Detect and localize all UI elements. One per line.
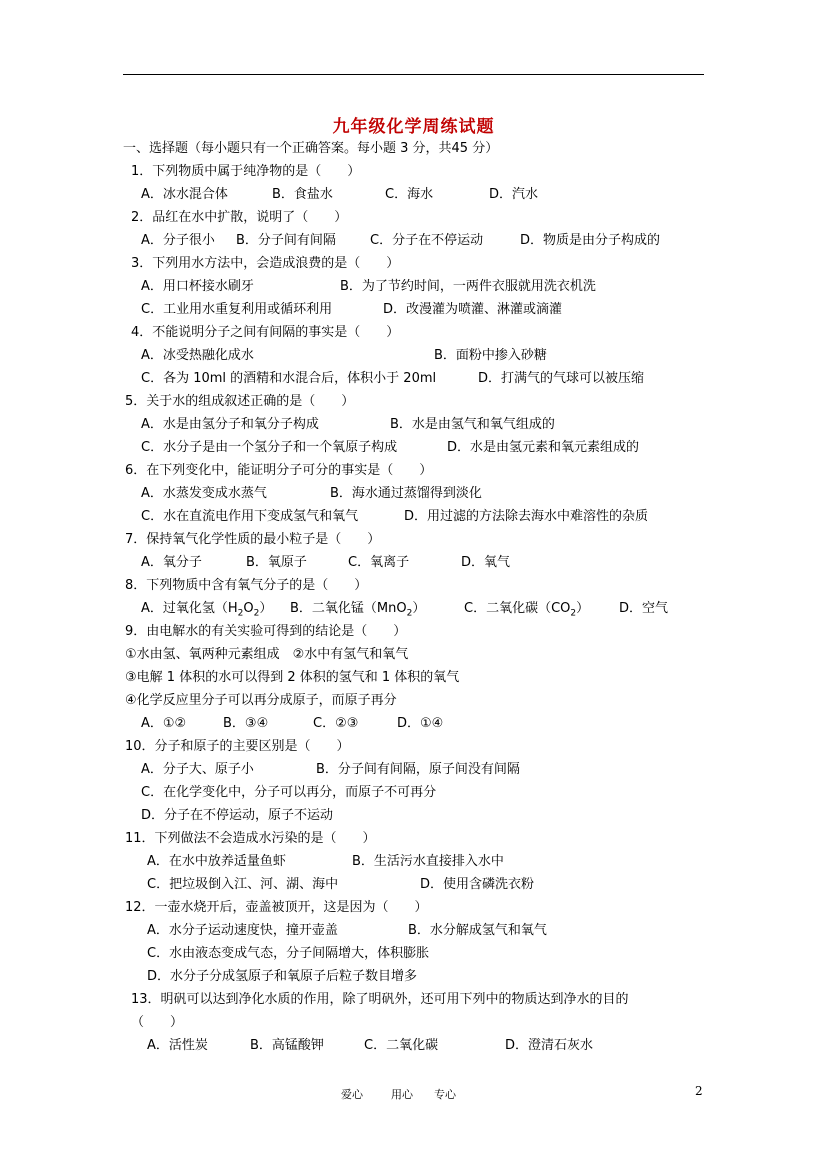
question-9-item-1: ①水由氢、氧两种元素组成 ②水中有氢气和氧气 xyxy=(125,647,409,662)
question-4-stem: 4．不能说明分子之间有间隔的事实是（ ） xyxy=(131,325,400,340)
question-9-option-c: C．②③ xyxy=(313,716,359,731)
question-1-option-c: C．海水 xyxy=(385,187,434,202)
question-8-stem: 8．下列物质中含有氧气分子的是（ ） xyxy=(125,578,368,593)
question-11-option-a: A．在水中放养适量鱼虾 xyxy=(147,854,286,869)
question-6-option-b: B．海水通过蒸馏得到淡化 xyxy=(330,486,482,501)
question-12-option-c: C．水由液态变成气态，分子间隔增大，体积膨胀 xyxy=(147,946,430,961)
question-11-option-d: D．使用含磷洗衣粉 xyxy=(420,877,535,892)
question-11-option-c: C．把垃圾倒入江、河、湖、海中 xyxy=(147,877,339,892)
question-6-option-d: D．用过滤的方法除去海水中难溶性的杂质 xyxy=(404,509,649,524)
question-1-stem: 1．下列物质中属于纯净物的是（ ） xyxy=(131,164,361,179)
question-9-option-a: A．①② xyxy=(141,716,187,731)
question-6-option-c: C．水在直流电作用下变成氢气和氧气 xyxy=(141,509,359,524)
question-3-option-b: B．为了节约时间，一两件衣服就用洗衣机洗 xyxy=(340,279,596,294)
question-10-option-b: B．分子间有间隔，原子间没有间隔 xyxy=(316,762,520,777)
question-11-option-b: B．生活污水直接排入水中 xyxy=(352,854,504,869)
question-9-item-3: ④化学反应里分子可以再分成原子，而原子再分 xyxy=(125,693,397,708)
page-title: 九年级化学周练试题 xyxy=(332,117,495,137)
question-9-option-d: D．①④ xyxy=(397,716,444,731)
question-13-option-c: C．二氧化碳 xyxy=(364,1038,439,1053)
footer-text-2: 用心 xyxy=(391,1088,413,1101)
question-5-option-a: A．水是由氢分子和氧分子构成 xyxy=(141,417,319,432)
question-10-stem: 10．分子和原子的主要区别是（ ） xyxy=(125,739,350,754)
question-6-stem: 6．在下列变化中，能证明分子可分的事实是（ ） xyxy=(125,463,433,478)
question-1-option-b: B．食盐水 xyxy=(272,187,333,202)
question-13-stem: 13．明矾可以达到净化水质的作用，除了明矾外，还可用下列中的物质达到净水的目的 xyxy=(131,992,629,1007)
question-4-option-d: D．打满气的气球可以被压缩 xyxy=(478,371,645,386)
question-6-option-a: A．水蒸发变成水蒸气 xyxy=(141,486,267,501)
question-2-option-c: C．分子在不停运动 xyxy=(370,233,484,248)
question-7-option-b: B．氧原子 xyxy=(246,555,307,570)
page-number: 2 xyxy=(695,1084,703,1098)
question-5-option-d: D．水是由氢元素和氧元素组成的 xyxy=(447,440,640,455)
question-5-option-b: B．水是由氢气和氧气组成的 xyxy=(390,417,555,432)
question-9-stem: 9．由电解水的有关实验可得到的结论是（ ） xyxy=(125,624,407,639)
question-10-option-c: C．在化学变化中，分子可以再分，而原子不可再分 xyxy=(141,785,437,800)
question-7-option-d: D．氧气 xyxy=(461,555,511,570)
question-7-stem: 7．保持氧气化学性质的最小粒子是（ ） xyxy=(125,532,381,547)
question-11-stem: 11．下列做法不会造成水污染的是（ ） xyxy=(125,831,376,846)
question-12-option-b: B．水分解成氢气和氧气 xyxy=(408,923,547,938)
question-10-option-d: D．分子在不停运动，原子不运动 xyxy=(141,808,334,823)
header-rule xyxy=(123,74,704,75)
question-8-option-b: B．二氧化锰（MnO$_2$） xyxy=(290,601,426,619)
question-4-option-a: A．冰受热融化成水 xyxy=(141,348,254,363)
question-12-option-d: D．水分子分成氢原子和氧原子后粒子数目增多 xyxy=(147,969,418,984)
question-3-option-a: A．用口杯接水刷牙 xyxy=(141,279,254,294)
question-4-option-c: C．各为 10ml 的酒精和水混合后，体积小于 20ml xyxy=(141,371,437,386)
footer-text-1: 爱心 xyxy=(341,1088,363,1101)
question-7-option-c: C．氧离子 xyxy=(348,555,410,570)
question-10-option-a: A．分子大、原子小 xyxy=(141,762,254,777)
question-13-stem-continued: （ ） xyxy=(131,1015,184,1030)
question-8-option-d: D．空气 xyxy=(619,601,669,616)
question-4-option-b: B．面粉中掺入砂糖 xyxy=(434,348,547,363)
question-2-stem: 2．品红在水中扩散，说明了（ ） xyxy=(131,210,348,225)
question-2-option-a: A．分子很小 xyxy=(141,233,215,248)
question-12-stem: 12．一壶水烧开后，壶盖被顶开，这是因为（ ） xyxy=(125,900,428,915)
footer-text-3: 专心 xyxy=(434,1088,456,1101)
question-3-stem: 3．下列用水方法中，会造成浪费的是（ ） xyxy=(131,256,400,271)
question-13-option-d: D．澄清石灰水 xyxy=(505,1038,594,1053)
question-2-option-d: D．物质是由分子构成的 xyxy=(520,233,661,248)
question-9-item-2: ③电解 1 体积的水可以得到 2 体积的氢气和 1 体积的氧气 xyxy=(125,670,460,685)
question-7-option-a: A．氧分子 xyxy=(141,555,202,570)
question-9-option-b: B．③④ xyxy=(223,716,269,731)
question-5-option-c: C．水分子是由一个氢分子和一个氧原子构成 xyxy=(141,440,398,455)
question-8-option-c: C．二氧化碳$(CO_2)$ xyxy=(464,601,590,619)
question-1-option-d: D．汽水 xyxy=(489,187,539,202)
question-5-stem: 5．关于水的组成叙述正确的是（ ） xyxy=(125,394,355,409)
question-13-option-a: A．活性炭 xyxy=(147,1038,208,1053)
question-13-option-b: B．高锰酸钾 xyxy=(250,1038,324,1053)
question-2-option-b: B．分子间有间隔 xyxy=(236,233,336,248)
question-8-option-a: A．过氧化氢$(H_2O_2)$ xyxy=(141,601,273,619)
question-3-option-c: C．工业用水重复利用或循环利用 xyxy=(141,302,333,317)
section-heading: 一、选择题（每小题只有一个正确答案。每小题 3 分，共45 分） xyxy=(123,141,499,156)
question-1-option-a: A．冰水混合体 xyxy=(141,187,228,202)
question-3-option-d: D．改漫灌为喷灌、淋灌或滴灌 xyxy=(383,302,563,317)
question-12-option-a: A．水分子运动速度快，撞开壶盖 xyxy=(147,923,338,938)
